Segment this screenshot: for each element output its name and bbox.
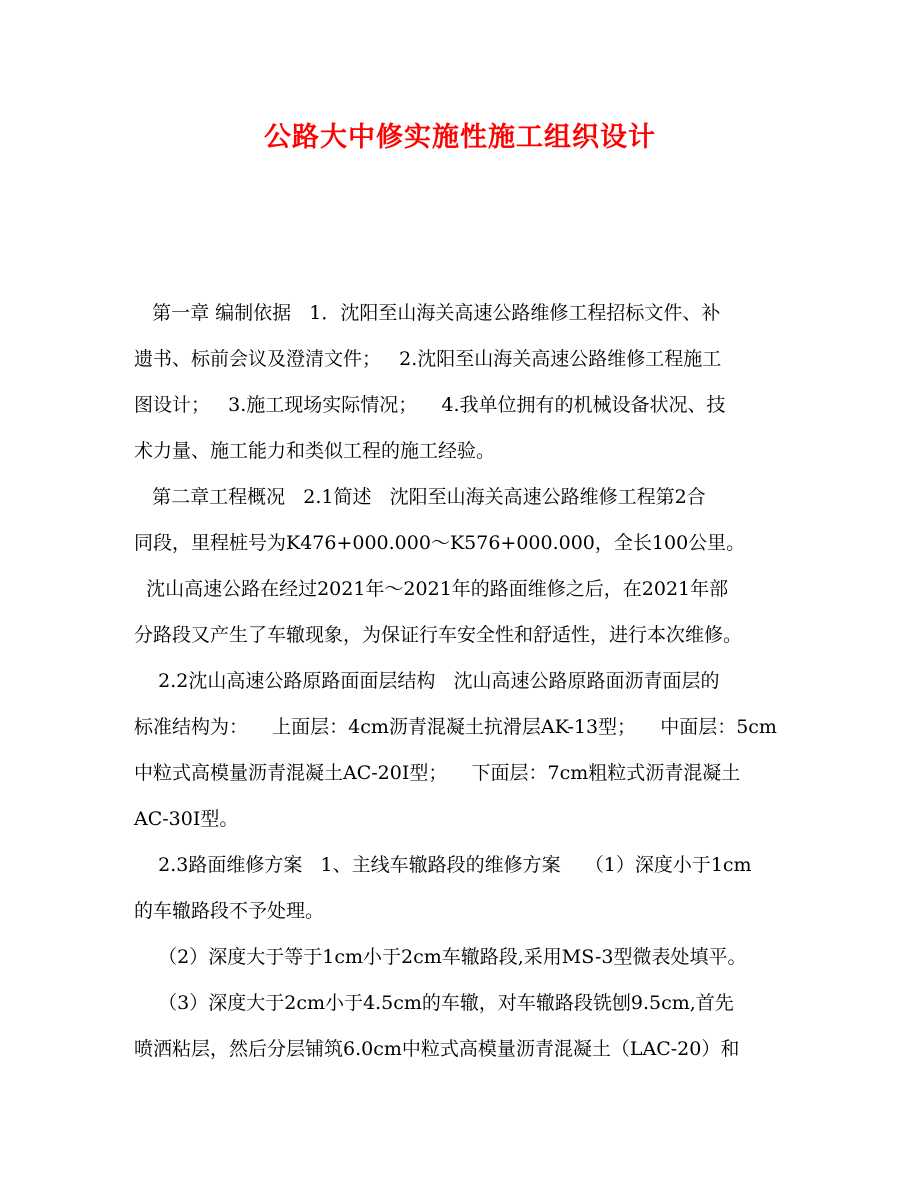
document-body [134, 290, 808, 1072]
document-title: 公路大中修实施性施工组织设计 [264, 122, 656, 153]
body-line: 术力量、施工能力和类似工程的施工经验。 [134, 440, 496, 462]
body-line: 2.2沈山高速公路原路面面层结构 沈山高速公路原路面沥青面层的 [134, 670, 720, 692]
body-line: 第一章 编制依据 1．沈阳至山海关高速公路维修工程招标文件、补 [134, 302, 721, 324]
body-line: 图设计； 3.施工现场实际情况； 4.我单位拥有的机械设备状况、技 [134, 394, 726, 416]
body-line: 沈山高速公路在经过2021年～2021年的路面维修之后，在2021年部 [134, 578, 729, 600]
body-line: 分路段又产生了车辙现象，为保证行车安全性和舒适性，进行本次维修。 [134, 624, 743, 646]
body-line: AC-30I型。 [134, 808, 239, 830]
body-line: （3）深度大于2cm小于4.5cm的车辙，对车辙路段铣刨9.5cm,首先 [134, 992, 734, 1014]
body-line: 标准结构为： 上面层：4cm沥青混凝土抗滑层AK-13型； 中面层：5cm [134, 716, 777, 738]
body-line: 第二章工程概况 2.1简述 沈阳至山海关高速公路维修工程第2合 [134, 486, 706, 508]
body-line: （2）深度大于等于1cm小于2cm车辙路段,采用MS-3型微表处填平。 [134, 946, 747, 968]
body-line: 中粒式高模量沥青混凝土AC-20I型； 下面层：7cm粗粒式沥青混凝土 [134, 762, 741, 784]
body-line: 的车辙路段不予处理。 [134, 900, 325, 922]
body-line: 同段，里程桩号为K476+000.000～K576+000.000，全长100公里。 [134, 532, 746, 554]
body-line: 2.3路面维修方案 1、主线车辙路段的维修方案 （1）深度小于1cm [134, 854, 752, 876]
body-line: 喷洒粘层，然后分层铺筑6.0cm中粒式高模量沥青混凝土（LAC-20）和 [134, 1038, 740, 1060]
body-line: 遗书、标前会议及澄清文件； 2.沈阳至山海关高速公路维修工程施工 [134, 348, 722, 370]
